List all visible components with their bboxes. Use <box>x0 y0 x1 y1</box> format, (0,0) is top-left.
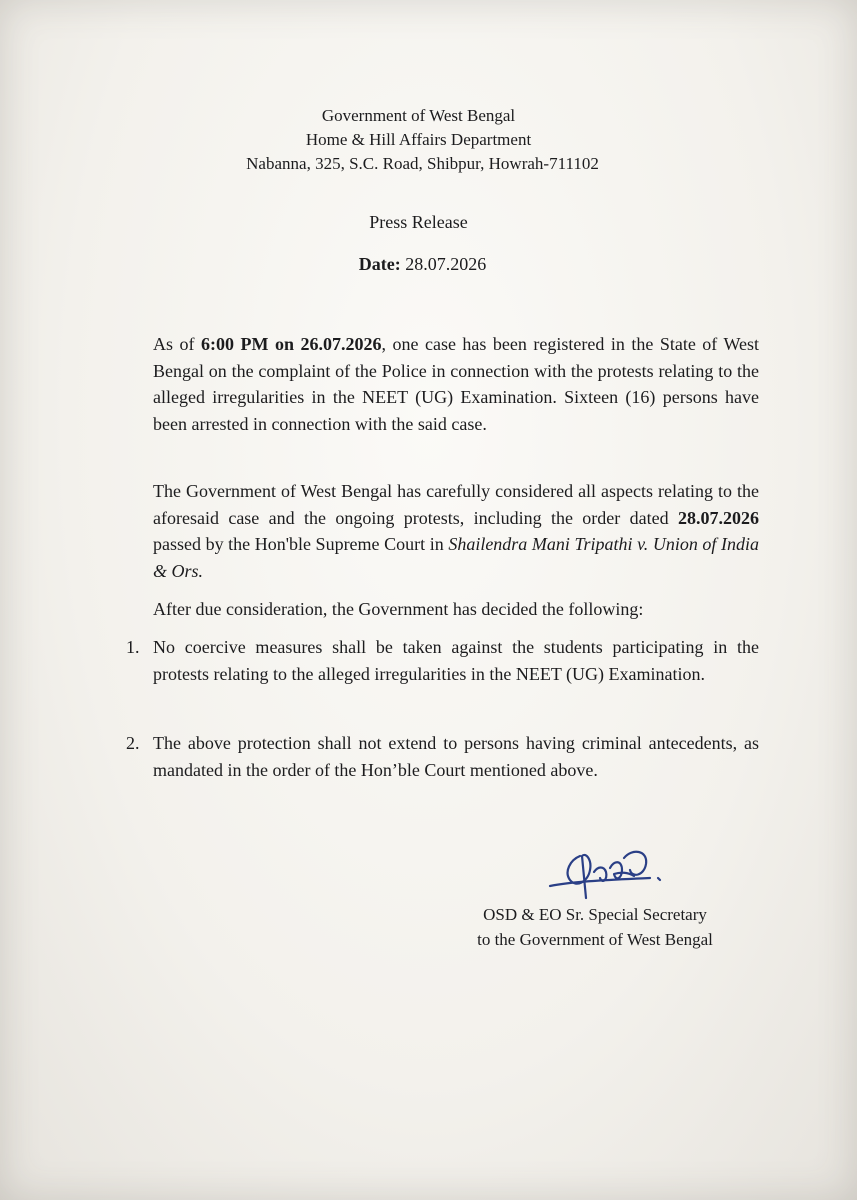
signatory-block <box>430 902 760 952</box>
document-date <box>0 254 851 275</box>
paragraph2-middle: passed by the Hon'ble Supreme Court in <box>153 534 449 554</box>
list-item-text: No coercive measures shall be taken against the students participating in the protests relating to the alleged irregularities in the NEET (UG) Examination. <box>153 637 759 684</box>
paragraph2-prefix: The Government of West Bengal has carefully considered all aspects relating to the aforesaid case and the ongoing protests, including the order dated <box>153 481 759 528</box>
signatory-designation: OSD & EO Sr. Special Secretary <box>483 905 707 924</box>
letterhead-government: Government of West Bengal <box>321 106 516 125</box>
date-value: 28.07.2026 <box>405 254 487 274</box>
paragraph1-time: 6:00 PM on 26.07.2026 <box>201 334 382 354</box>
letterhead-address: Nabanna, 325, S.C. Road, Shibpur, Howrah-711102 <box>246 154 599 173</box>
handwritten-signature <box>540 842 680 904</box>
document-title: Press Release <box>369 212 468 232</box>
list-item-number: 2. <box>126 733 140 753</box>
list-item-number: 1. <box>126 637 140 657</box>
list-item-text: The above protection shall not extend to persons having criminal antecedents, as mandated in the order of the Hon’ble Court mentioned above. <box>153 733 759 780</box>
paragraph-case-registered <box>153 331 759 437</box>
letterhead <box>0 104 857 176</box>
paragraph2-case-name: Shailendra Mani Tripathi v. Union of India & Ors. <box>153 534 759 581</box>
date-label: Date: <box>358 254 401 274</box>
paragraph1-rest: , one case has been registered in the State of West Bengal on the complaint of the Police in connection with the protests relating to the alleged irregularities in the NEET (UG) Examination. Sixteen (16) persons have been arrested in connection with the said case. <box>153 334 760 434</box>
signatory-organisation: to the Government of West Bengal <box>477 930 713 949</box>
paragraph2-order-date: 28.07.2026 <box>678 507 759 528</box>
paragraph-government-consideration <box>153 478 759 584</box>
letterhead-department: Home & Hill Affairs Department <box>305 130 532 149</box>
paragraph-decision-intro: After due consideration, the Government has decided the following: <box>153 599 644 619</box>
paragraph1-prefix: As of <box>153 334 201 354</box>
